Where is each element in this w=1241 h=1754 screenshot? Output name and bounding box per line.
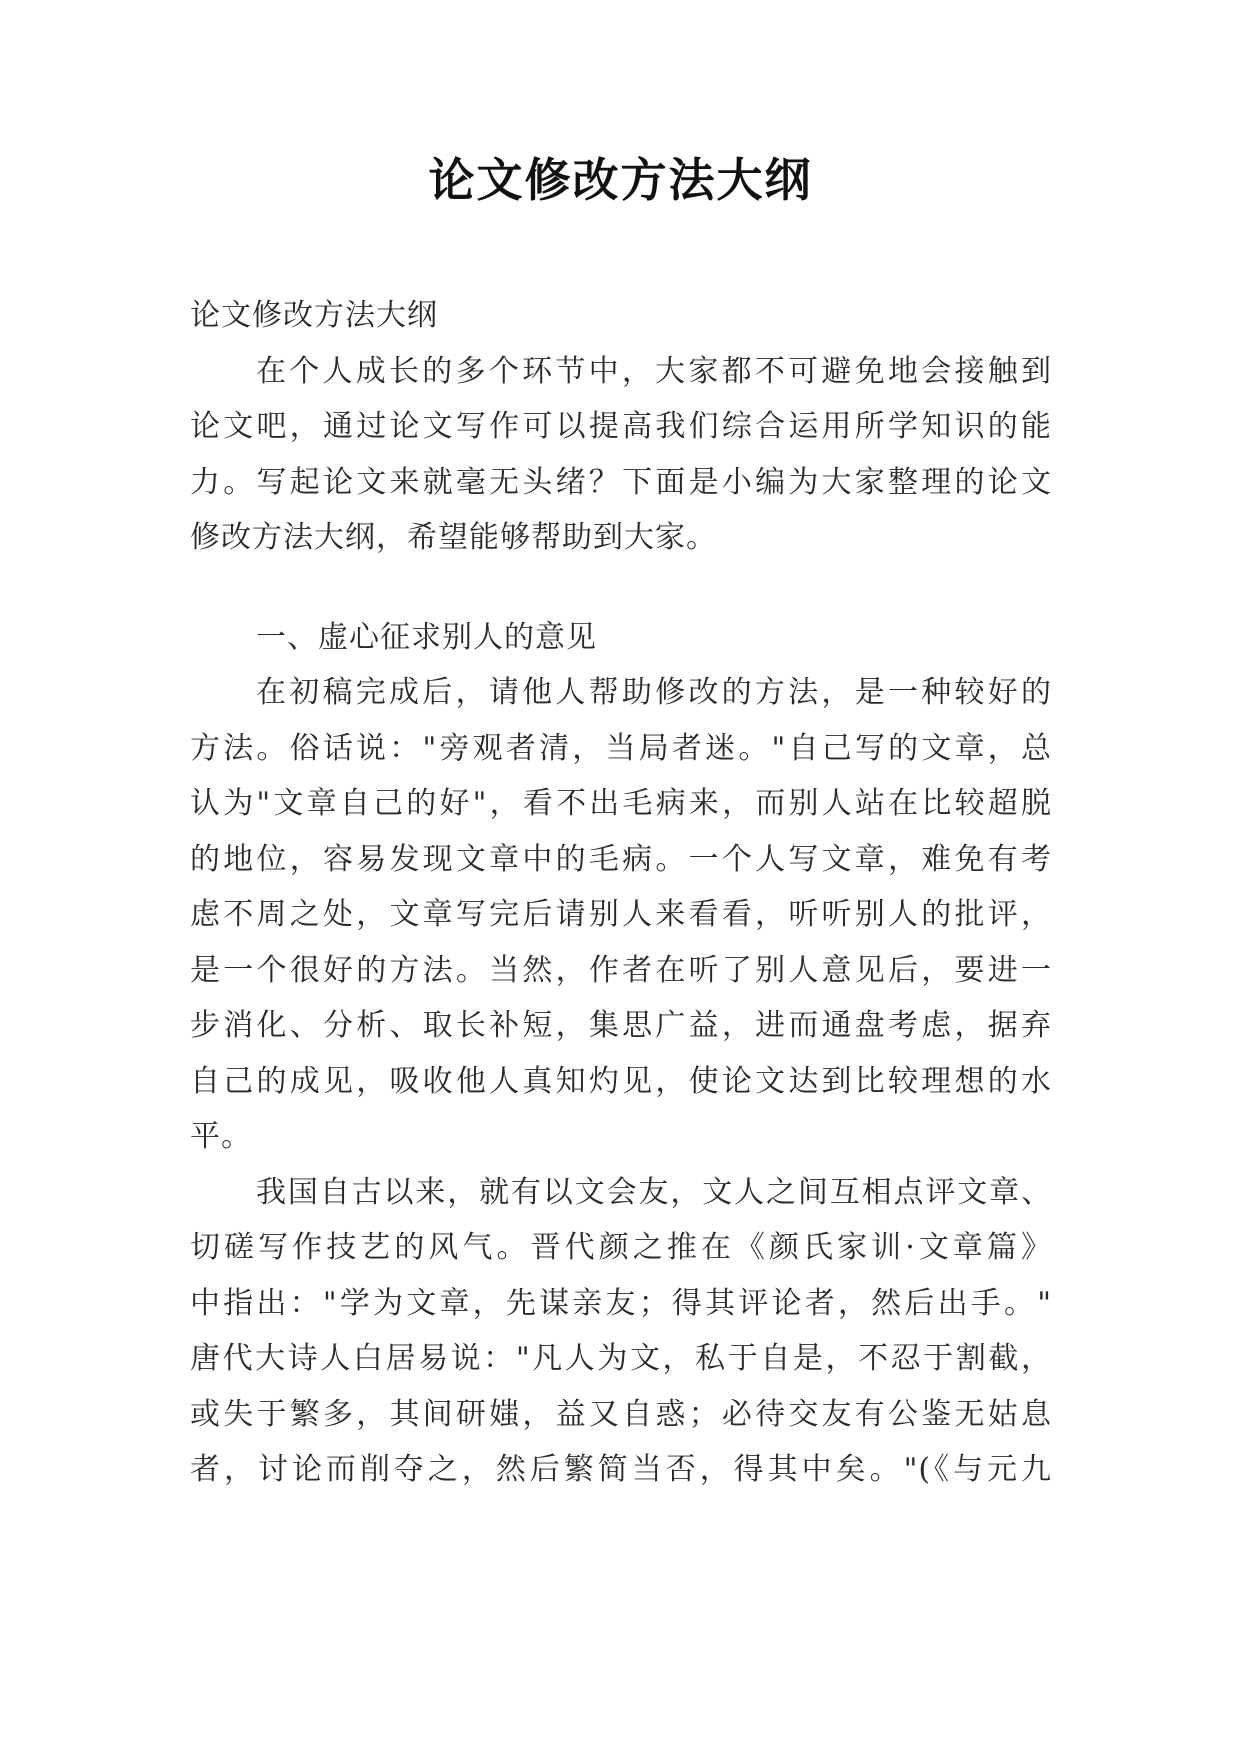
paragraph-line: 者，讨论而削夺之，然后繁简当否，得其中矣。"(《与元九: [190, 1452, 1052, 1487]
paragraph-line: 的地位，容易发现文章中的毛病。一个人写文章，难免有考: [190, 841, 1052, 877]
paragraph-line: 方法。俗话说："旁观者清，当局者迷。"自己写的文章，总: [190, 730, 1052, 766]
paragraph-2: [190, 1165, 1052, 1498]
paragraph-line: 认为"文章自己的好"，看不出毛病来，而别人站在比较超脱: [190, 786, 1052, 821]
paragraph-line: 唐代大诗人白居易说："凡人为文，私于自是，不忍于割截，: [190, 1341, 1052, 1376]
document-subtitle: 论文修改方法大纲: [190, 298, 438, 333]
paragraph-line: 自己的成见，吸收他人真知灼见，使论文达到比较理想的水: [190, 1063, 1052, 1099]
paragraph-line: 或失于繁多，其间研媸，益又自惑；必待交友有公鉴无姑息: [190, 1396, 1052, 1432]
paragraph-1: [190, 665, 1052, 1165]
paragraph-line: 平。: [190, 1119, 252, 1154]
paragraph-gap: [190, 566, 1052, 610]
paragraph-line: 在个人成长的多个环节中，大家都不可避免地会接触到: [256, 353, 1052, 389]
section-heading: 一、虚心征求别人的意见: [256, 619, 597, 655]
paragraph-line: 论文吧，通过论文写作可以提高我们综合运用所学知识的能: [190, 409, 1052, 444]
paragraph-line: 是一个很好的方法。当然，作者在听了别人意见后，要进一: [190, 952, 1052, 988]
paragraph-line: 力。写起论文来就毫无头绪？下面是小编为大家整理的论文: [190, 464, 1052, 500]
document-body: [190, 288, 1052, 1498]
paragraph-line: 在初稿完成后，请他人帮助修改的方法，是一种较好的: [256, 675, 1052, 710]
paragraph-line: 虑不周之处，文章写完后请别人来看看，听听别人的批评，: [190, 897, 1052, 932]
paragraph-line: 我国自古以来，就有以文会友，文人之间互相点评文章、: [256, 1174, 1052, 1210]
paragraph-line: 修改方法大纲，希望能够帮助到大家。: [190, 520, 717, 555]
intro-paragraph: [190, 344, 1052, 566]
paragraph-line: 步消化、分析、取长补短，集思广益，进而通盘考虑，据弃: [190, 1008, 1052, 1043]
paragraph-line: 中指出："学为文章，先谋亲友；得其评论者，然后出手。": [190, 1285, 1052, 1321]
page-title: 论文修改方法大纲: [428, 153, 813, 207]
paragraph-line: 切磋写作技艺的风气。晋代颜之推在《颜氏家训·文章篇》: [190, 1230, 1052, 1265]
